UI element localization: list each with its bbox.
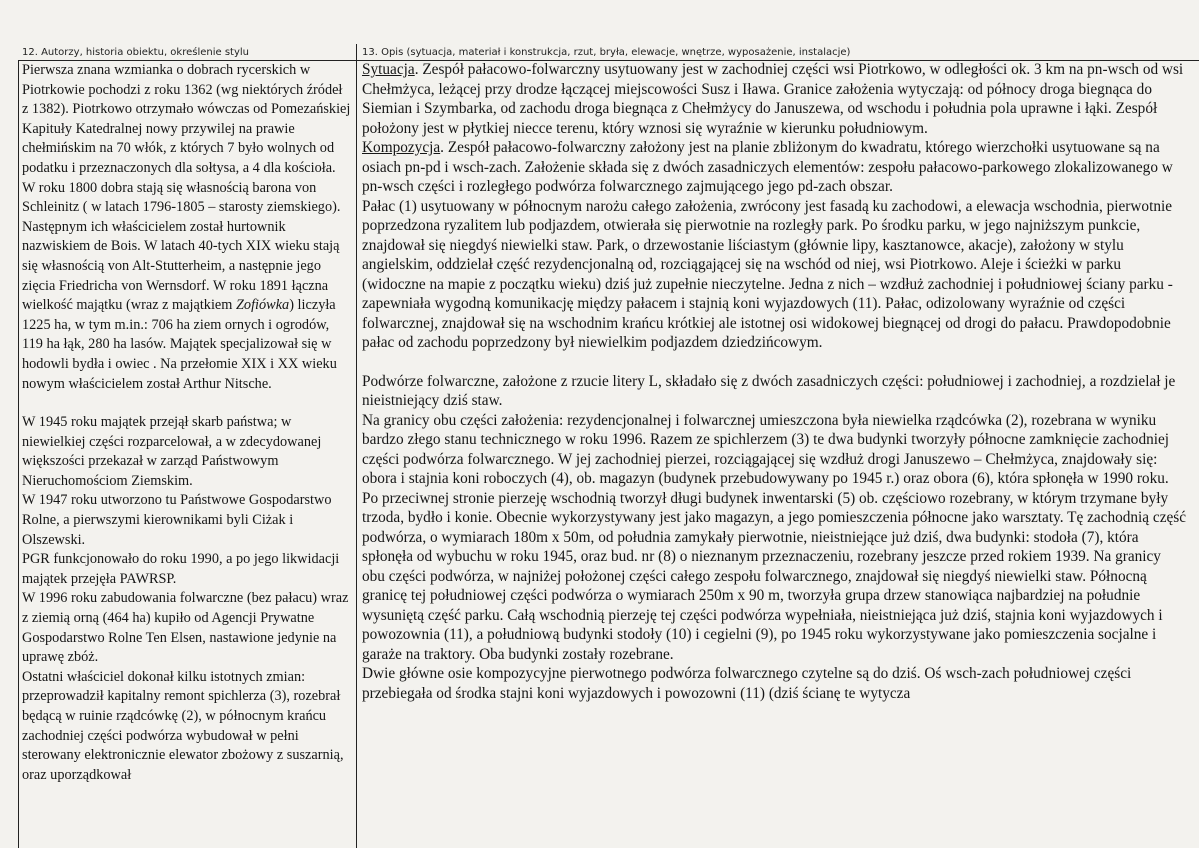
- history-text: ) liczyła 1225 ha, w tym m.in.: 706 ha ziem ornych i ogrodów, 119 ha łąk, 280 ha lasów. Majątek specjalizował się w hodowli bydła i owiec . Na przełomie XIX i XX wieku nowym właścicielem został Arthur Nitsche.: [22, 297, 337, 392]
- description-paragraph: [362, 60, 1187, 138]
- description-paragraph: Podwórze folwarczne, założone z rzucie litery L, składało się z dwóch zasadniczych części: południowej i zachodniej, a rozdzielał je nieistniejący dziś staw.: [362, 372, 1176, 409]
- history-paragraph: Pierwsza znana wzmianka o dobrach rycerskich w Piotrkowie pochodzi z roku 1362 (wg niektórych źródeł z 1382). Piotrkowo otrzymało wówczas od Pomezańskiej Kapituły Katedralnej nowy przywilej na prawie chełmińskim na 70 włók, z których 7 było wolnych od podatku i przeznaczonych dla sołtysa, a 4 dla kościoła.: [22, 62, 351, 176]
- sytuacja-label: Sytuacja: [362, 61, 415, 78]
- description-paragraph: Pałac (1) usytuowany w północnym narożu całego założenia, zwrócony jest fasadą ku zachodowi, a elewacja wschodnia, pierwotnie poprzedzona ryzalitem lub podjazdem, otwierała się pierwotnie na rozległy park. Po środku parku, w jego najniższym punkcie, znajdował się niegdyś niewielki staw. Park, o drzewostanie liściastym (głównie lipy, kasztanowce, akacje), założony w stylu angielskim, oddzielał część rezydencjonalną od, rozciągającej się na wschód od niej, wsi Piotrkowo. Aleje i ścieżki w parku (widoczne na mapie z początku wieku) dziś już zupełnie nieczytelne. Jedna z nich – wzdłuż zachodniej i południowej ściany parku - zapewniała wygodną komunikację między pałacem i stajnią koni wyjazdowych (11). Pałac, odizolowany wyraźnie od części folwarcznej, znajdował się na wschodnim krańcu krótkiej ale istotnej osi widokowej biegnącej od drogi do pałacu. Prawdopodobnie pałac od zachodu poprzedzony był niewielkim podjazdem dziedzińcowym.: [362, 197, 1173, 351]
- history-paragraph: [22, 218, 352, 394]
- history-paragraph: PGR funkcjonowało do roku 1990, a po jego likwidacji majątek przejęła PAWRSP.: [22, 551, 340, 587]
- description-text: . Zespół pałacowo-folwarczny usytuowany jest w zachodniej części wsi Piotrkowo, w odległości ok. 3 km na pn-wsch od wsi Chełmżyca, leżącej przy drodze łączącej miejscowości Susz i Iława. Granice założenia wytyczają: od północy droga biegnąca do Siemian i Szymbarka, od zachodu droga biegnąca z Chełmżycy do Januszewa, od wschodu i południa pola uprawne i łąki. Zespół położony jest w płytkiej niecce terenu, który wznosi się wyraźnie w kierunku południowym.: [362, 61, 1184, 137]
- estate-name-italic: Zofiówka: [235, 297, 290, 314]
- history-paragraph: Ostatni właściciel dokonał kilku istotnych zmian: przeprowadził kapitalny remont spichlerza (3), rozebrał będącą w ruinie rządcówkę (2), w północnym krańcu zachodniej części podwórza wybudował w pełni sterowany elektronicznie elewator zbożowy z suszarnią, oraz uporządkował: [22, 668, 344, 783]
- section-13-header: 13. Opis (sytuacja, materiał i konstrukcja, rzut, bryła, elewacje, wnętrze, wyposażenie, instalacje): [362, 47, 851, 58]
- section-12-header: 12. Autorzy, historia obiektu, określenie stylu: [22, 47, 250, 58]
- history-text: Następnym ich właścicielem został hurtownik nazwiskiem de Bois. W latach 40-tych XIX wieku stają się własnością von Alt-Stutterheim, a następnie jego zięcia Friedricha von Wernsdorf. W roku 1891 łączna wielkość majątku (wraz z majątkiem: [22, 218, 340, 314]
- paragraph-gap: [362, 353, 1187, 372]
- history-paragraph: W roku 1800 dobra stają się własnością barona von Schleinitz ( w latach 1796-1805 – starosty ziemskiego).: [22, 179, 341, 216]
- description-paragraph: [362, 138, 1187, 197]
- table-left-border: [18, 60, 19, 848]
- description-paragraph: Dwie główne osie kompozycyjne pierwotnego podwórza folwarcznego czytelne są do dziś. Oś wsch-zach południowej części przebiegała od środka stajni koni wyjazdowych i powozowni (11) (dziś ścianę te wytycza: [362, 665, 1132, 702]
- description-text: . Zespół pałacowo-folwarczny założony jest na planie zbliżonym do kwadratu, którego wierzchołki usytuowane są na osiach pn-pd i wsch-zach. Założenie składa się z dwóch zasadniczych elementów: zespołu pałacowo-parkowego zlokalizowanego w pn-wsch części i rozległego podwórza folwarcznego zajmującego jego pd-zach obszar.: [362, 139, 1173, 195]
- paragraph-gap: [22, 394, 352, 413]
- description-paragraph: Na granicy obu części założenia: rezydencjonalnej i folwarcznej umieszczona była niewielka rządcówka (2), rozebrana w wyniku bardzo złego stanu technicznego w roku 1996. Razem ze spichlerzem (3) te dwa budynki tworzyły północne zamknięcie zachodniej części podwórza folwarcznego. W jej zachodniej pierzei, rozciągającej się wzdłuż drogi Januszewo – Chełmżyca, znajdowały się: obora i stajnia koni roboczych (4), ob. magazyn (budynek przebudowywany po 1945 r.) oraz obora (6), która spłonęła w 1990 roku. Po przeciwnej stronie pierzeję wschodnią tworzył długi budynek inwentarski (5) ob. częściowo rozebrany, w którym trzymane były trzoda, bydło i konie. Obecnie wykorzystywany jest jako magazyn, a jego pomieszczenia północne jako warsztaty. Tę zachodnią część podwórza, o wymiarach 180m x 50m, od południa zamykały pierwotnie, nieistniejące już dziś, dwa budynki: stodoła (7), która spłonęła od wybuchu w roku 1945, oraz bud. nr (8) o nieznanym przeznaczeniu, rozebrany jeszcze przed rokiem 1939. Na granicy obu części podwórza, w najniżej położonej części całego zespołu folwarcznego, znajdował się niegdyś niewielki staw. Północną granicę tej południowej części podwórza o wymiarach 250m x 90 m, tworzyła grupa drzew stanowiąca najbardziej na południe wysuniętą część parku. Całą wschodnią pierzeję tej części podwórza wypełniała, nieistniejąca już dziś, stajnia koni wyjazdowych i powozownia (11), a południową budynki stodoły (10) i cegielni (9), po 1945 roku wykorzystywane jako pomieszczenia socjalne i garaże na traktory. Oba budynki zostały rozebrane.: [362, 411, 1187, 663]
- column-divider: [356, 44, 357, 848]
- history-paragraph: W 1996 roku zabudowania folwarczne (bez pałacu) wraz z ziemią orną (464 ha) kupiło od Agencji Prywatne Gospodarstwo Rolne Ten Elsen, nastawione jedynie na uprawę zbóż.: [22, 590, 349, 666]
- kompozycja-label: Kompozycja: [362, 139, 441, 156]
- description-column: [362, 60, 1187, 703]
- history-column: [22, 61, 352, 785]
- history-paragraph: W 1945 roku majątek przejął skarb państwa; w niewielkiej części rozparcelował, a w zdecydowanej większości przekazał w zarząd Państwowym Nieruchomościom Ziemskim.: [22, 414, 322, 489]
- history-paragraph: W 1947 roku utworzono tu Państwowe Gospodarstwo Rolne, a pierwszymi kierownikami byli Ciżak i Olszewski.: [22, 492, 332, 548]
